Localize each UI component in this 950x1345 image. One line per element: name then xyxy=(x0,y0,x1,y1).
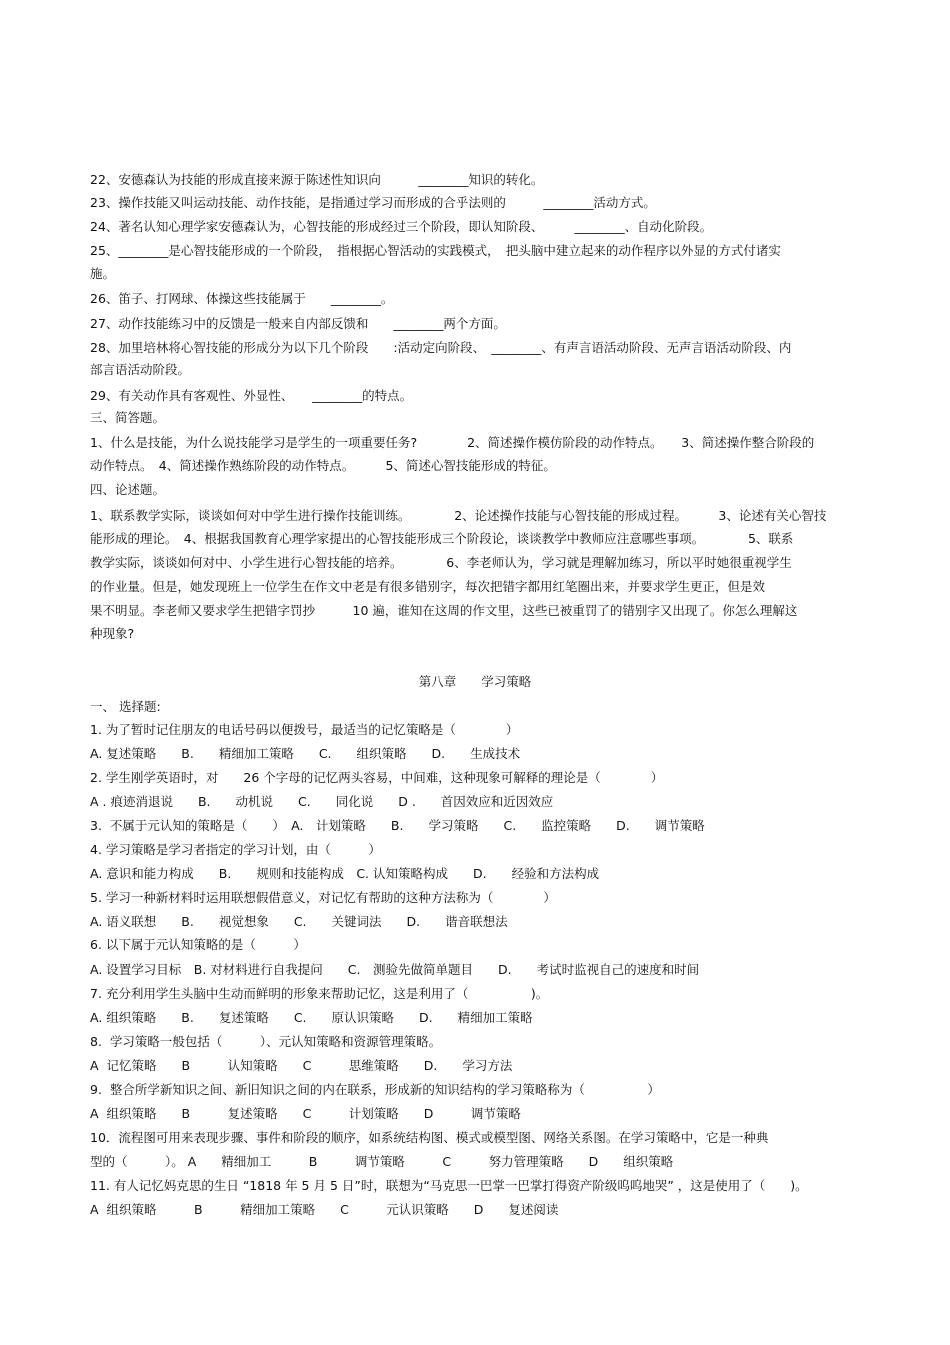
text-line: A. 组织策略 B. 复述策略 C. 原认识策略 D. 精细加工策略 xyxy=(90,1010,533,1025)
text-line: 施。 xyxy=(90,266,116,281)
text-line: 23、操作技能又叫运动技能、动作技能，是指通过学习而形成的合乎法则的 ________活动方式。 xyxy=(90,195,656,210)
text-line: A 组织策略 B 复述策略 C 计划策略 D 调节策略 xyxy=(90,1106,521,1121)
text-line: 7. 充分利用学生头脑中生动而鲜明的形象来帮助记忆，这是利用了（ )。 xyxy=(90,986,549,1001)
text-line: 型的（ ）。 A 精细加工 B 调节策略 C 努力管理策略 D 组织策略 xyxy=(90,1154,674,1169)
text-line: 11. 有人记忆妈克思的生日 “1818 年 5 月 5 日”时，联想为“马克思一巴掌一巴掌打得资产阶级呜呜地哭” ，这是使用了（ )。 xyxy=(90,1178,808,1193)
text-line: 29、有关动作具有客观性、外显性、 ________的特点。 xyxy=(90,388,413,403)
text-line: 27、动作技能练习中的反馈是一般来自内部反馈和 ________两个方面。 xyxy=(90,316,506,331)
text-line: 25、________是心智技能形成的一个阶段， 指根据心智活动的实践模式， 把头脑中建立起来的动作程序以外显的方式付诸实 xyxy=(90,243,781,258)
text-line: A. 语义联想 B. 视觉想象 C. 关键词法 D. 谐音联想法 xyxy=(90,914,508,929)
text-line: 26、笛子、打网球、体操这些技能属于 ________。 xyxy=(90,291,394,306)
text-line: 三、简答题。 xyxy=(90,410,166,425)
text-line: 的作业量。但是，她发现班上一位学生在作文中老是有很多错别字，每次把错字都用红笔圈出来，并要求学生更正，但是效 xyxy=(90,579,766,594)
text-line: 9. 整合所学新知识之间、新旧知识之间的内在联系，形成新的知识结构的学习策略称为（ ） xyxy=(90,1082,660,1097)
text-line: 2. 学生刚学英语时，对 26 个字母的记忆两头容易，中间难，这种现象可解释的理论是（ ） xyxy=(90,770,664,785)
text-line: 部言语活动阶段。 xyxy=(90,362,191,377)
text-line: A 组织策略 B 精细加工策略 C 元认识策略 D 复述阅读 xyxy=(90,1202,559,1217)
text-line: A. 复述策略 B. 精细加工策略 C. 组织策略 D. 生成技术 xyxy=(90,746,521,761)
text-line: 教学实际，谈谈如何对中、小学生进行心智技能的培养。 6、李老师认为，学习就是理解加练习，所以平时她很重视学生 xyxy=(90,555,792,570)
text-line: 1、联系教学实际，谈谈如何对中学生进行操作技能训练。 2、论述操作技能与心智技能的形成过程。 3、论述有关心智技 xyxy=(90,508,827,523)
text-line: 动作特点。 4、简述操作熟练阶段的动作特点。 5、简述心智技能形成的特征。 xyxy=(90,458,556,473)
text-line: 5. 学习一种新材料时运用联想假借意义，对记忆有帮助的这种方法称为（ ） xyxy=(90,890,556,905)
text-line: 能形成的理论。 4、根据我国教育心理学家提出的心智技能形成三个阶段论，谈谈教学中教师应注意哪些事项。 5、联系 xyxy=(90,531,794,546)
text-line: A 记忆策略 B 认知策略 C 思维策略 D. 学习方法 xyxy=(90,1058,513,1073)
text-line: 10．流程图可用来表现步骤、事件和阶段的顺序，如系统结构图、模式或模型图、网络关系图。在学习策略中，它是一种典 xyxy=(90,1130,769,1145)
text-line: A. 意识和能力构成 B. 规则和技能构成 C. 认知策略构成 D. 经验和方法构成 xyxy=(90,866,600,881)
text-line: 6. 以下属于元认知策略的是（ ） xyxy=(90,937,306,952)
text-line: 8. 学习策略一般包括（ ）、元认知策略和资源管理策略。 xyxy=(90,1034,442,1049)
text-line: 22、安德森认为技能的形成直接来源于陈述性知识向 ________知识的转化。 xyxy=(90,172,544,187)
text-line: 一、 选择题: xyxy=(90,699,161,714)
text-line: 种现象? xyxy=(90,626,135,641)
text-line: 28、加里培林将心智技能的形成分为以下几个阶段 :活动定向阶段、 ________、有声言语活动阶段、无声言语活动阶段、内 xyxy=(90,340,792,355)
text-line: 3. 不属于元认知的策略是（ ） A. 计划策略 B. 学习策略 C. 监控策略 D. 调节策略 xyxy=(90,818,705,833)
text-line: 1、什么是技能，为什么说技能学习是学生的一项重要任务? 2、简述操作模仿阶段的动作特点。 3、简述操作整合阶段的 xyxy=(90,435,815,450)
text-line: 4. 学习策略是学习者指定的学习计划，由（ ） xyxy=(90,842,381,857)
text-line: 果不明显。李老师又要求学生把错字罚抄 10 遍，谁知在这周的作文里，这些已被重罚了的错别字又出现了。你怎么理解这 xyxy=(90,603,798,618)
text-line: 1. 为了暂时记住朋友的电话号码以便拨号，最适当的记忆策略是（ ） xyxy=(90,722,519,737)
text-line: 四、论述题。 xyxy=(90,482,166,497)
text-line: A. 设置学习目标 B. 对材料进行自我提问 C. 测验先做简单题目 D. 考试时监视自己的速度和时间 xyxy=(90,962,700,977)
text-line: A . 痕迹消退说 B. 动机说 C. 同化说 D . 首因效应和近因效应 xyxy=(90,794,554,809)
chapter-title: 第八章 学习策略 xyxy=(418,674,532,689)
text-line: 24、著名认知心理学家安德森认为，心智技能的形成经过三个阶段，即认知阶段、 ________、自动化阶段。 xyxy=(90,219,713,234)
